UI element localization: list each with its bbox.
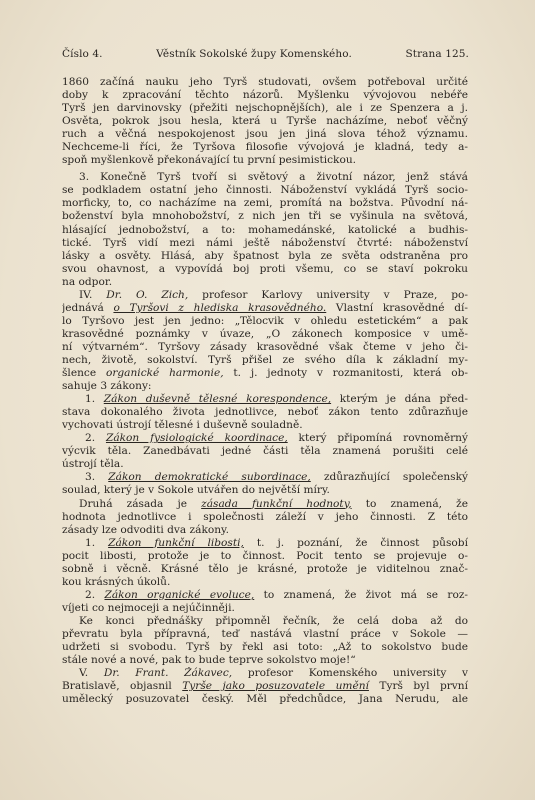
- article-body: [62, 76, 468, 706]
- text-line: lo Tyršovo jest jen jedno: „Tělocvik v ohledu estetickém“ a pak: [62, 314, 468, 327]
- text-line: pocit libosti, protože je to činnost. Pocit tento se projevuje o-: [62, 549, 468, 562]
- text-line: zásady lze odvoditi dva zákony.: [62, 523, 230, 536]
- text-line: výcvik těla. Zanedbávati jedné části těla znamená porušiti celé: [62, 445, 468, 458]
- text-line: ústrojí těla.: [62, 458, 124, 471]
- text-line: 3. Konečně Tyrš tvoří si světový a životní názor, jenž stává: [79, 171, 468, 184]
- text-line: Osvěta, pokrok jsou hesla, která u Tyrše nacházíme, neboť věčný: [62, 115, 468, 128]
- text-line: spoň myšlenkově překonávající tu první pesimistickou.: [62, 154, 357, 167]
- speaker-name: Dr. Frant. Žákavec,: [103, 667, 233, 680]
- text-line: Ke konci přednášky připomněl řečník, že celá doba až do: [79, 614, 468, 627]
- text-line: vychovati ústrojí tělesné i duševně souladně.: [62, 419, 303, 432]
- emphasis: organické harmonie,: [105, 367, 224, 380]
- text-line: Druhá zásada je zásada funkční hodnoty, to znamená, že: [79, 497, 468, 510]
- text-line: hodnota jednotlivce i společnosti záleží v jeho činnosti. Z této: [62, 510, 468, 523]
- text-line: tické. Tyrš vidí mezi námi ještě náboženství čtvrté: náboženství: [62, 236, 468, 249]
- text-line: sobně i věcně. Krásné tělo je krásné, protože je viditelnou znač-: [62, 562, 468, 575]
- text-line: Tyrš jen darvinovsky (přežiti nejschopnějších), ale i ze Spenzera a j.: [62, 102, 468, 115]
- text-line: jednává o Tyršovi z hlediska krasovědného. Vlastní krasovědné dí-: [62, 301, 468, 314]
- text-line: krasovědné poznámky v úvaze, „O zákonech komposice v umě-: [62, 327, 468, 340]
- text-line: kou krásných úkolů.: [62, 575, 171, 588]
- text-line: doby k zpracování těchto názorů. Myšlenku vývojovou nebéře: [62, 89, 468, 102]
- law-name: Zákon demokratické subordinace,: [108, 471, 311, 484]
- speaker-name: Dr. O. Zich,: [106, 288, 189, 301]
- text-line: 2. Zákon organické evoluce, to znamená, že život má se roz-: [85, 588, 468, 601]
- law-name: Zákon funkční libosti,: [108, 536, 244, 549]
- text-line: 1860 začíná nauku jeho Tyrš studovati, ovšem potřeboval určité: [62, 76, 468, 88]
- principle-name: zásada funkční hodnoty,: [201, 497, 352, 510]
- text-line: Bratislavě, objasnil Tyrše jako posuzovatele umění Tyrš byl první: [62, 680, 468, 693]
- law-name: Zákon duševně tělesné korespondence,: [103, 393, 332, 406]
- text-line: sahuje 3 zákony:: [62, 380, 152, 393]
- text-line: morficky, to, co nacházíme na zemi, promítá na božstva. Původní ná-: [62, 197, 468, 210]
- text-line: soulad, který je v Sokole utvářen do největší míry.: [62, 484, 330, 497]
- text-line: Nechceme-li říci, že Tyršova filosofie vývojová je kladná, tedy a-: [62, 141, 468, 154]
- text-line: stava dokonalého života jednotlivce, neboť zákon tento zdůrazňuje: [62, 406, 468, 419]
- lecture-title: Tyrše jako posuzovatele umění: [182, 680, 369, 693]
- text-line: udržeti si svobodu. Tyrš by řekl asi toto: „Až to sokolstvo bude: [62, 641, 468, 654]
- text-line: převratu byla přípravná, teď nastává vlastní práce v Sokole —: [62, 627, 468, 640]
- text-line: V. Dr. Frant. Žákavec, profesor Komenského university v: [79, 667, 468, 680]
- text-line: nech, životě, sokolství. Tyrš přišel ze svého díla k základní my-: [62, 353, 468, 366]
- journal-title: Věstník Sokolské župy Komenského.: [156, 48, 352, 60]
- text-line: hlásající jednobožství, a to: mohamedánské, katolické a budhis-: [62, 223, 468, 236]
- text-line: víjeti co nejmoceji a nejúčinněji.: [62, 601, 235, 614]
- text-line: ruch a věčná nespokojenost jsou jen jiná slova téhož významu.: [62, 128, 468, 141]
- text-line: svou ohavnost, a vypovídá boj proti všemu, co se staví pokroku: [62, 262, 468, 275]
- text-line: se podkladem ostatní jeho činnosti. Náboženství vykládá Tyrš socio-: [62, 184, 468, 197]
- law-name: Zákon organické evoluce,: [104, 588, 255, 601]
- lecture-title: o Tyršovi z hlediska krasovědného.: [113, 301, 327, 314]
- text-line: 1. Zákon funkční libosti, t. j. poznání, že činnost působí: [85, 536, 468, 549]
- law-name: Zákon fysiologické koordinace,: [105, 432, 288, 445]
- text-line: na odpor.: [62, 275, 113, 288]
- text-line: boženství byla mnohobožství, z nich jen tři se vyšinula na světová,: [62, 210, 468, 223]
- text-line: ní výtvarném“. Tyršovy zásady krasovědné však čteme v jeho či-: [62, 340, 468, 353]
- text-line: stále nové a nové, pak to bude teprve sokolstvo moje!“: [62, 654, 356, 667]
- page-number: Strana 125.: [405, 48, 469, 60]
- text-line: 1. Zákon duševně tělesné korespondence, kterým je dána před-: [85, 393, 468, 406]
- issue-number: Číslo 4.: [62, 48, 103, 60]
- text-line: umělecký posuzovatel český. Měl předchůdce, Jana Nerudu, ale: [62, 693, 468, 706]
- text-line: IV. Dr. O. Zich, profesor Karlovy university v Praze, po-: [79, 288, 468, 301]
- text-line: 2. Zákon fysiologické koordinace, který připomíná rovnoměrný: [85, 432, 468, 445]
- text-line: lásky a osvěty. Hlásá, aby špatnost byla ze světa odstraněna pro: [62, 249, 468, 262]
- page-header: [62, 48, 469, 60]
- text-line: šlence organické harmonie, t. j. jednoty v rozmanitosti, která ob-: [62, 367, 468, 380]
- text-line: 3. Zákon demokratické subordinace, zdůrazňující společenský: [85, 471, 468, 484]
